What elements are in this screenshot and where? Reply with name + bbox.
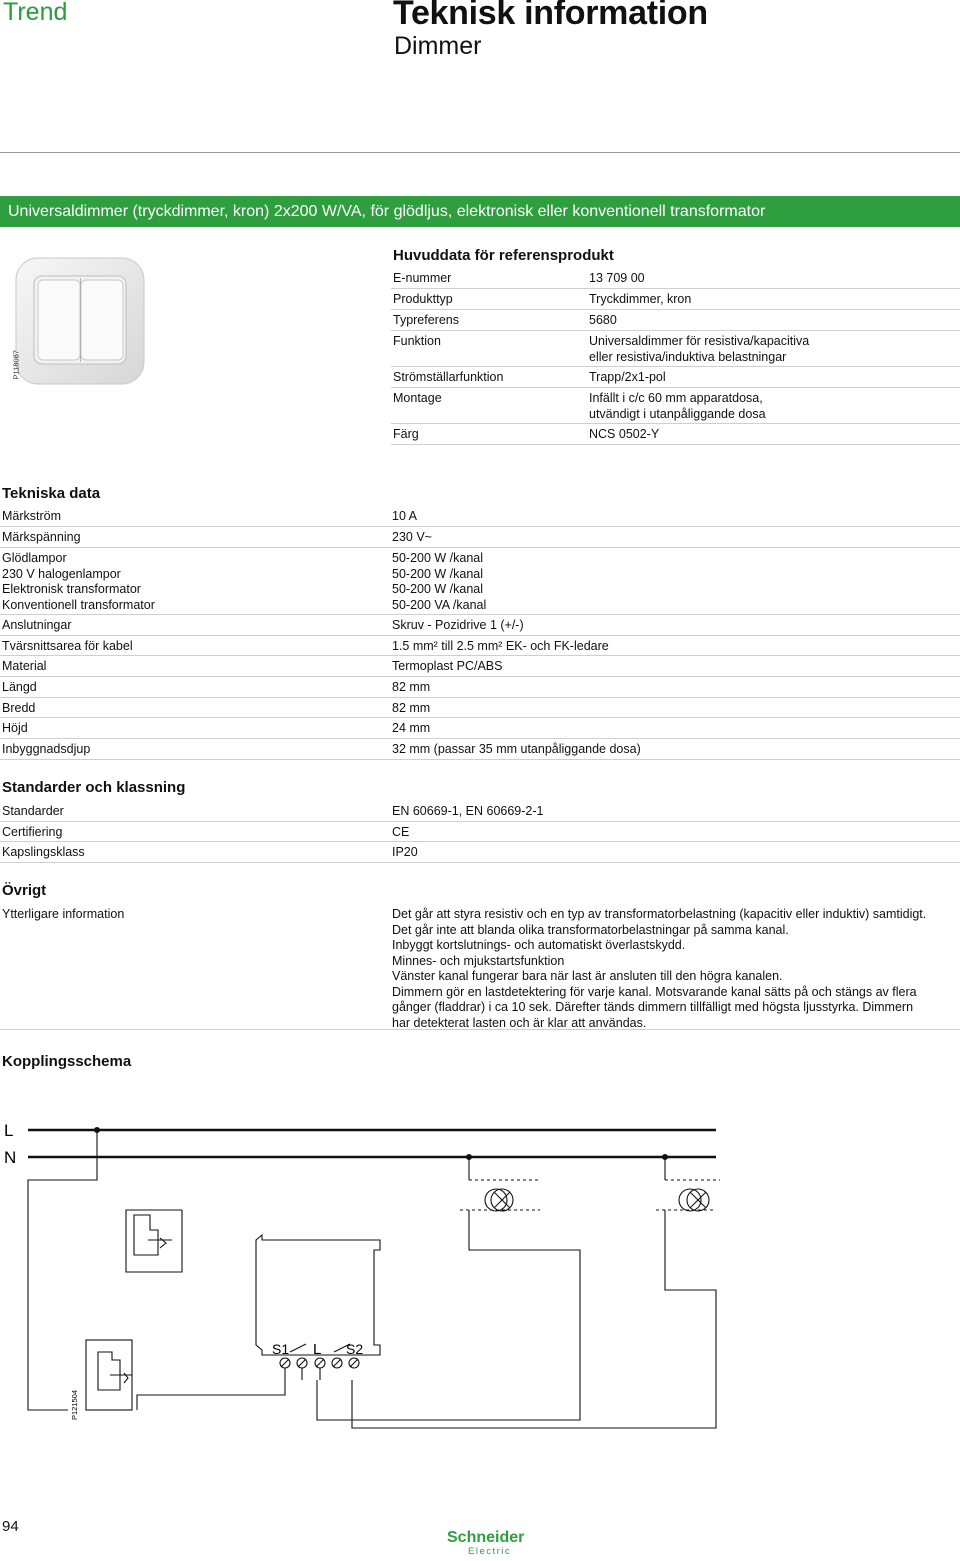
table-row — [391, 388, 960, 424]
row-label: Certifiering — [2, 825, 63, 839]
tech-heading: Tekniska data — [2, 485, 101, 502]
row-label: Material — [2, 659, 47, 673]
table-row — [0, 615, 960, 636]
row-label: Märkström — [2, 509, 62, 523]
row-label: Montage — [393, 391, 442, 405]
table-row — [391, 268, 960, 289]
row-label: Standarder — [2, 804, 64, 818]
row-value: IP20 — [392, 845, 418, 859]
row-label: Produkttyp — [393, 292, 453, 306]
row-value: Universaldimmer för resistiva/kapacitiva eller resistiva/induktiva belastningar — [589, 334, 810, 364]
table-row — [0, 739, 960, 760]
row-label: Tvärsnittsarea för kabel — [2, 639, 133, 653]
table-row — [0, 822, 960, 842]
svg-text:Schneider: Schneider — [447, 1529, 525, 1546]
terminal-s2: S2 — [346, 1341, 364, 1357]
page-subtitle: Dimmer — [394, 32, 482, 60]
product-photo — [11, 256, 148, 388]
row-value: 24 mm — [392, 721, 431, 735]
terminal-s1: S1 — [272, 1341, 290, 1357]
table-row — [0, 718, 960, 739]
row-value: EN 60669-1, EN 60669-2-1 — [392, 804, 544, 818]
row-label: Glödlampor 230 V halogenlampor Elektronisk transformator Konventionell transformator — [2, 551, 155, 612]
row-label: Längd — [2, 680, 37, 694]
table-row — [391, 289, 960, 310]
row-label: Märkspänning — [2, 530, 81, 544]
table-row — [391, 424, 960, 445]
row-value: Det går att styra resistiv och en typ av transformatorbelastning (kapacitiv eller induktiv) samtidigt. Det går inte att blanda olika transformatorbelastningar på samma kanal. Inbyggt kortslutnings- och automatiskt överlastskydd. Minnes- och mjukstartsfunktion Vänster kanal fungerar bara när last är ansluten till den högra kanalen. Dimmern gör en lastdetektering för varje kanal. Motsvarande kanal sätts på och stängs av flera gånger (fladdrar) i ca 10 sek. Därefter tänds dimmern tillfälligt med högsta ljusstyrka. Dimmern har detekterat lasten och är klar att användas. — [392, 907, 927, 1030]
row-value: Skruv - Pozidrive 1 (+/-) — [392, 618, 524, 632]
row-value: Tryckdimmer, kron — [589, 292, 692, 306]
row-label: Funktion — [393, 334, 441, 348]
other-heading: Övrigt — [2, 882, 47, 899]
row-label: Inbyggnadsdjup — [2, 742, 91, 756]
row-label: Anslutningar — [2, 618, 72, 632]
row-label: Bredd — [2, 701, 36, 715]
product-banner: Universaldimmer (tryckdimmer, kron) 2x200 W/VA, för glödljus, elektronisk eller konventionell transformator — [0, 196, 960, 227]
wiring-diagram — [0, 1090, 960, 1430]
row-value: 230 V~ — [392, 530, 432, 544]
table-row — [0, 548, 960, 615]
row-label: Strömställarfunktion — [393, 370, 504, 384]
row-value: NCS 0502-Y — [589, 427, 660, 441]
table-row — [0, 636, 960, 656]
diagram-code: P121504 — [70, 1389, 79, 1420]
table-row — [391, 310, 960, 331]
row-label: Kapslingsklass — [2, 845, 85, 859]
page-title: Teknisk information — [393, 0, 708, 32]
table-row — [391, 367, 960, 388]
header-divider — [0, 152, 960, 153]
row-value: 32 mm (passar 35 mm utanpåliggande dosa) — [392, 742, 641, 756]
row-value: Termoplast PC/ABS — [392, 659, 503, 673]
row-label: Färg — [393, 427, 419, 441]
terminal-l: L — [313, 1341, 322, 1358]
label-line-n: N — [4, 1148, 17, 1167]
table-row — [0, 904, 960, 1030]
label-line-l: L — [4, 1121, 14, 1140]
row-value: 82 mm — [392, 701, 431, 715]
schneider-logo — [446, 1528, 536, 1556]
photo-code: P118087 — [11, 350, 21, 380]
table-row — [391, 331, 960, 367]
row-label: Ytterligare information — [2, 907, 125, 921]
svg-text:Electric: Electric — [468, 1546, 512, 1556]
table-row — [0, 656, 960, 677]
row-value: 82 mm — [392, 680, 431, 694]
table-row — [0, 527, 960, 548]
row-value: 50-200 W /kanal 50-200 W /kanal 50-200 W /kanal 50-200 VA /kanal — [392, 551, 487, 612]
row-value: CE — [392, 825, 410, 839]
table-row — [0, 506, 960, 527]
row-label: Typreferens — [393, 313, 460, 327]
table-row — [0, 801, 960, 822]
standards-heading: Standarder och klassning — [2, 779, 186, 796]
row-value: Infällt i c/c 60 mm apparatdosa, utvändigt i utanpåliggande dosa — [589, 391, 766, 421]
row-label: Höjd — [2, 721, 28, 735]
diagram-heading: Kopplingsschema — [2, 1053, 132, 1070]
table-row — [0, 842, 960, 863]
row-value: 5680 — [589, 313, 617, 327]
row-value: 10 A — [392, 509, 418, 523]
reference-heading: Huvuddata för referensprodukt — [393, 247, 614, 264]
table-row — [0, 677, 960, 698]
page-number: 94 — [2, 1518, 19, 1535]
row-value: Trapp/2x1-pol — [589, 370, 666, 384]
row-value: 1.5 mm² till 2.5 mm² EK- och FK-ledare — [392, 639, 609, 653]
row-label: E-nummer — [393, 271, 452, 285]
table-row — [0, 698, 960, 718]
brand-label: Trend — [3, 0, 68, 26]
row-value: 13 709 00 — [589, 271, 645, 285]
